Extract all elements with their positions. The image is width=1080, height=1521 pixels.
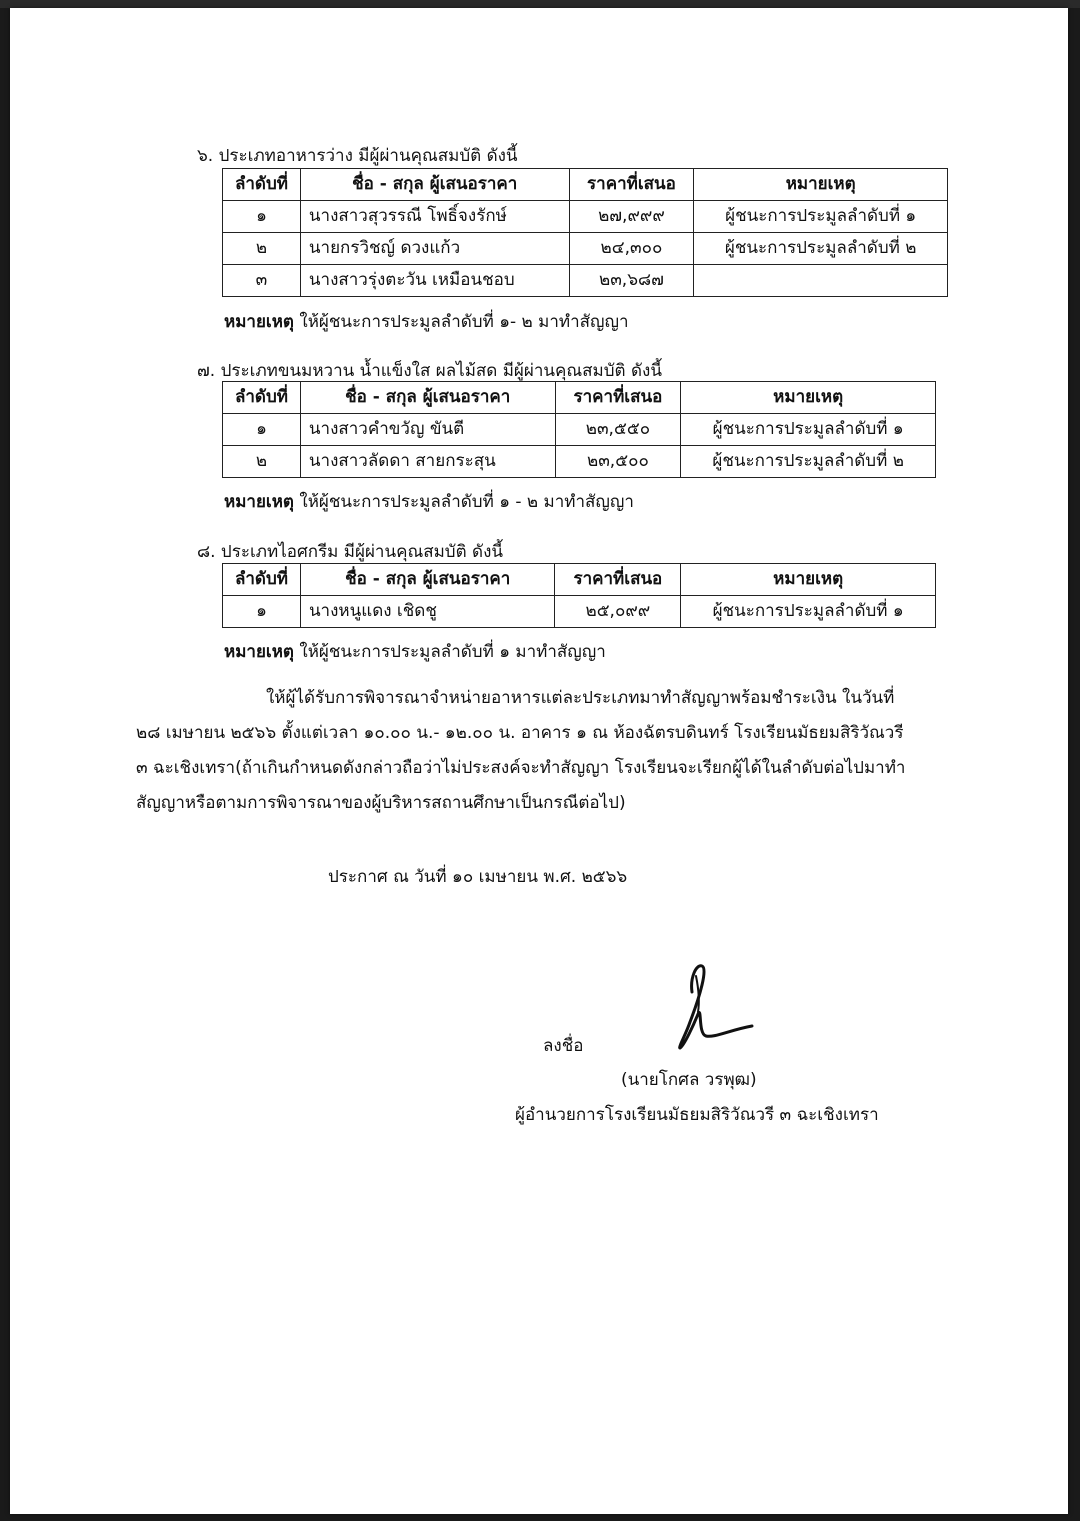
cell-order: ๒: [223, 446, 301, 478]
document-page: [10, 8, 1068, 1514]
section-8-heading: ๘. ประเภทไอศกรีม มีผู้ผ่านคุณสมบัติ ดังนี้: [197, 542, 503, 562]
section-8-note: [224, 638, 606, 665]
cell-price: ๒๕,๐๙๙: [555, 596, 681, 628]
cell-remark: ผู้ชนะการประมูลลำดับที่ ๑: [681, 414, 936, 446]
cell-price: ๒๓,๕๐๐: [555, 446, 681, 478]
note-text: ให้ผู้ชนะการประมูลลำดับที่ ๑ มาทำสัญญา: [293, 642, 606, 662]
header-order: ลำดับที่: [223, 564, 301, 596]
table-row: [223, 414, 936, 446]
cell-remark: ผู้ชนะการประมูลลำดับที่ ๑: [681, 596, 936, 628]
note-text: ให้ผู้ชนะการประมูลลำดับที่ ๑ - ๒ มาทำสัญญา: [293, 492, 634, 512]
header-order: ลำดับที่: [223, 169, 301, 201]
table-row: [223, 446, 936, 478]
table-header-row: [223, 382, 936, 414]
cell-price: ๒๔,๓๐๐: [569, 233, 694, 265]
cell-name: นางหนูแดง เชิดชู: [300, 596, 555, 628]
note-text: ให้ผู้ชนะการประมูลลำดับที่ ๑- ๒ มาทำสัญญา: [293, 312, 629, 332]
header-price: ราคาที่เสนอ: [555, 564, 681, 596]
window-edge: [0, 0, 1080, 8]
table-header-row: [223, 169, 948, 201]
announce-date: ประกาศ ณ วันที่ ๑๐ เมษายน พ.ศ. ๒๕๖๖: [328, 867, 628, 887]
paragraph-line-2: ๒๘ เมษายน ๒๕๖๖ ตั้งแต่เวลา ๑๐.๐๐ น.- ๑๒.๐๐ น. อาคาร ๑ ณ ห้องฉัตรบดินทร์ โรงเรียนมัธยมสิริวัณวรี: [136, 723, 904, 743]
cell-order: ๑: [223, 596, 301, 628]
table-row: [223, 596, 936, 628]
cell-price: ๒๗,๙๙๙: [569, 201, 694, 233]
header-price: ราคาที่เสนอ: [569, 169, 694, 201]
signer-position: ผู้อำนวยการโรงเรียนมัธยมสิริวัณวรี ๓ ฉะเชิงเทรา: [515, 1105, 879, 1125]
cell-price: ๒๓,๕๕๐: [555, 414, 681, 446]
table-row: [223, 265, 948, 297]
section-6-note: [224, 308, 629, 335]
cell-remark: [694, 265, 948, 297]
header-order: ลำดับที่: [223, 382, 301, 414]
paragraph-line-1: ให้ผู้ได้รับการพิจารณาจำหน่ายอาหารแต่ละประเภทมาทำสัญญาพร้อมชำระเงิน ในวันที่: [266, 688, 895, 708]
cell-order: ๑: [223, 414, 301, 446]
note-label: หมายเหตุ: [224, 492, 294, 512]
table-row: [223, 201, 948, 233]
cell-name: นางสาวรุ่งตะวัน เหมือนชอบ: [300, 265, 569, 297]
cell-remark: ผู้ชนะการประมูลลำดับที่ ๒: [681, 446, 936, 478]
note-label: หมายเหตุ: [224, 312, 294, 332]
table-row: [223, 233, 948, 265]
header-name: ชื่อ - สกุล ผู้เสนอราคา: [300, 564, 555, 596]
note-label: หมายเหตุ: [224, 642, 294, 662]
section-7-table: [222, 381, 936, 478]
section-6-heading: ๖. ประเภทอาหารว่าง มีผู้ผ่านคุณสมบัติ ดังนี้: [197, 146, 518, 166]
header-remark: หมายเหตุ: [681, 564, 936, 596]
cell-remark: ผู้ชนะการประมูลลำดับที่ ๑: [694, 201, 948, 233]
table-header-row: [223, 564, 936, 596]
cell-price: ๒๓,๖๘๗: [569, 265, 694, 297]
signer-name: (นายโกศล วรพุฒ): [621, 1070, 757, 1090]
cell-order: ๓: [223, 265, 301, 297]
cell-remark: ผู้ชนะการประมูลลำดับที่ ๒: [694, 233, 948, 265]
sign-label: ลงชื่อ: [543, 1036, 584, 1056]
section-7-heading: ๗. ประเภทขนมหวาน น้ำแข็งใส ผลไม้สด มีผู้ผ่านคุณสมบัติ ดังนี้: [197, 361, 662, 381]
section-8-table: [222, 563, 936, 628]
header-remark: หมายเหตุ: [681, 382, 936, 414]
section-6-table: [222, 168, 948, 297]
cell-name: นางสาวคำขวัญ ขันตี: [300, 414, 555, 446]
header-price: ราคาที่เสนอ: [555, 382, 681, 414]
header-remark: หมายเหตุ: [694, 169, 948, 201]
cell-name: นางสาวลัดดา สายกระสุน: [300, 446, 555, 478]
cell-name: นายกรวิชญ์ ดวงแก้ว: [300, 233, 569, 265]
header-name: ชื่อ - สกุล ผู้เสนอราคา: [300, 169, 569, 201]
handwritten-signature: [660, 956, 756, 1056]
cell-order: ๑: [223, 201, 301, 233]
cell-name: นางสาวสุวรรณี โพธิ์จงรักษ์: [300, 201, 569, 233]
header-name: ชื่อ - สกุล ผู้เสนอราคา: [300, 382, 555, 414]
paragraph-line-4: สัญญาหรือตามการพิจารณาของผู้บริหารสถานศึกษาเป็นกรณีต่อไป): [136, 793, 626, 813]
section-7-note: [224, 488, 634, 515]
cell-order: ๒: [223, 233, 301, 265]
paragraph-line-3: ๓ ฉะเชิงเทรา(ถ้าเกินกำหนดดังกล่าวถือว่าไม่ประสงค์จะทำสัญญา โรงเรียนจะเรียกผู้ได้ในลำดับต่อไปมาทำ: [136, 758, 906, 778]
